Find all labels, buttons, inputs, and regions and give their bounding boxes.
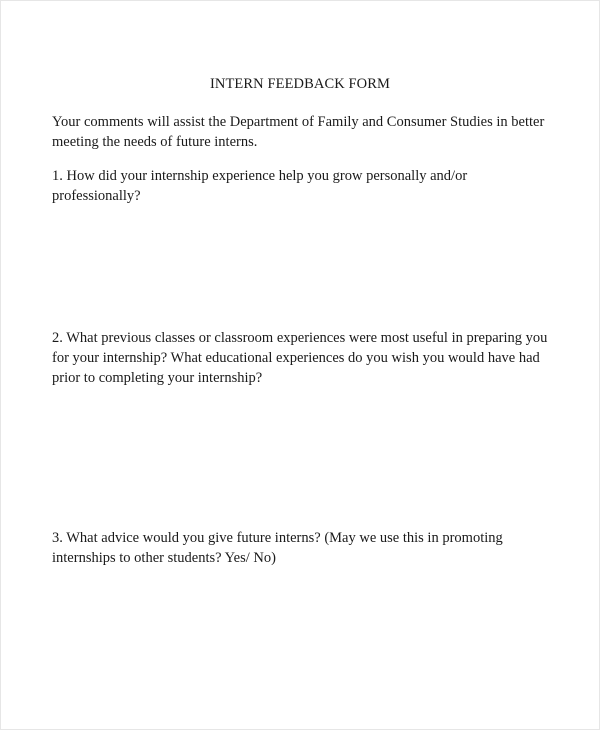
intro-line: meeting the needs of future interns.: [52, 134, 258, 150]
question-3: [52, 528, 557, 568]
question-1: [52, 166, 557, 206]
question-2-line: for your internship? What educational experiences do you wish you would have had: [52, 350, 540, 366]
question-1-line: professionally?: [52, 188, 141, 204]
question-3-line: internships to other students? Yes/ No): [52, 550, 276, 566]
question-3-line: 3. What advice would you give future interns? (May we use this in promoting: [52, 530, 503, 546]
question-2-line: prior to completing your internship?: [52, 370, 263, 386]
question-2: [52, 328, 557, 388]
form-title: INTERN FEEDBACK FORM: [209, 76, 391, 92]
intro-paragraph: [52, 112, 557, 152]
intro-line: Your comments will assist the Department of Family and Consumer Studies in better: [52, 114, 545, 130]
question-1-line: 1. How did your internship experience help you grow personally and/or: [52, 168, 468, 184]
question-2-line: 2. What previous classes or classroom experiences were most useful in preparing you: [52, 330, 548, 346]
